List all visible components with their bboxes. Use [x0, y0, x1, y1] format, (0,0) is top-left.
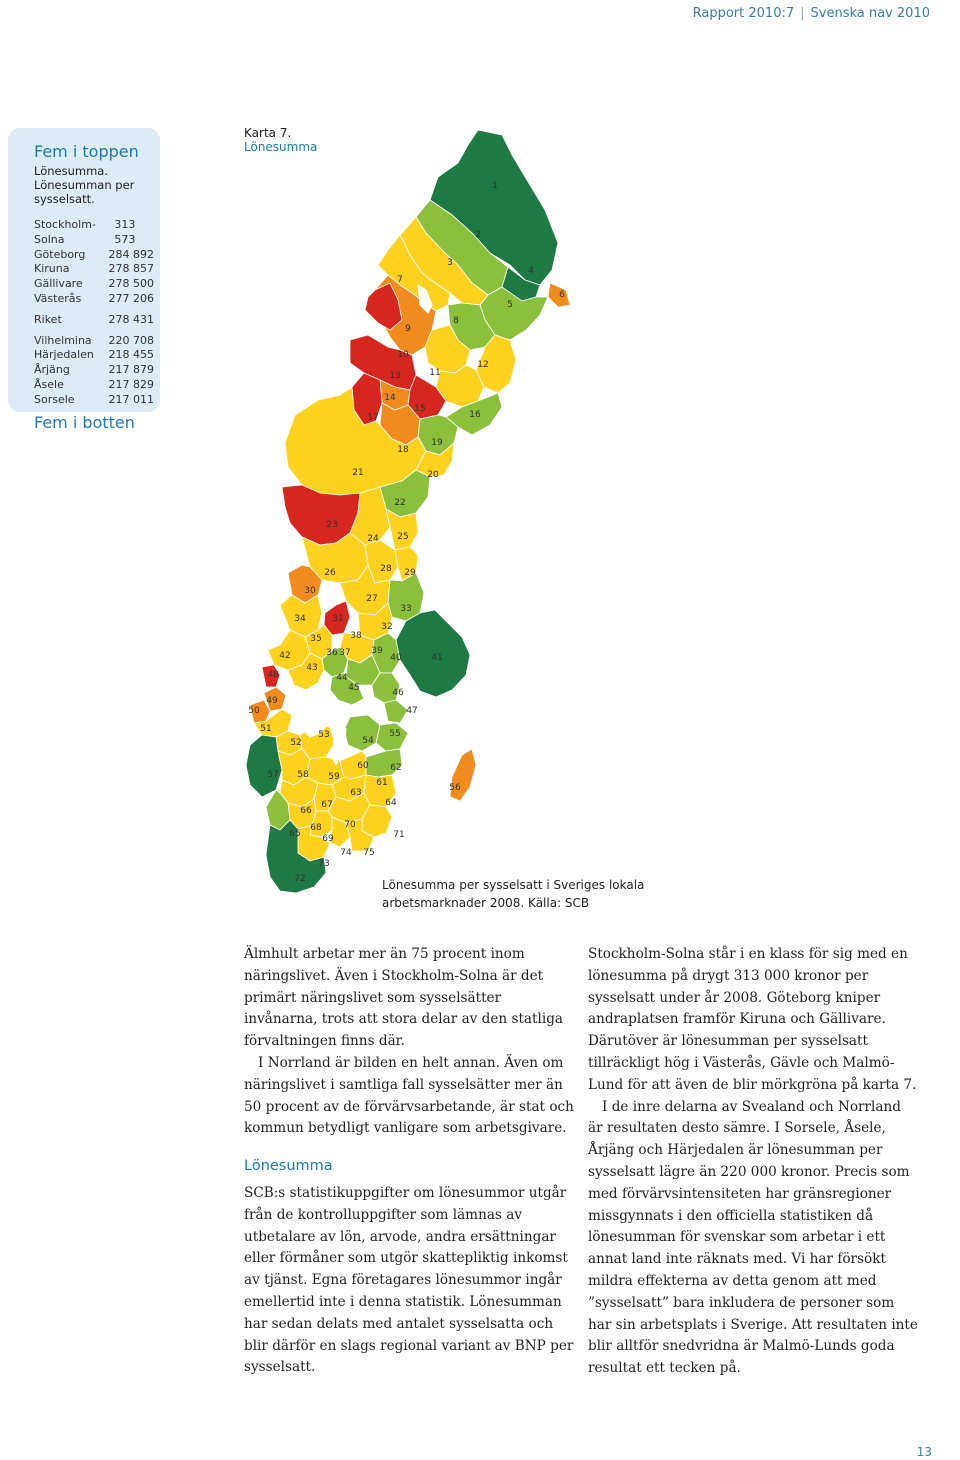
ranking-row: [34, 292, 154, 307]
body-column-right: [588, 944, 918, 1380]
region-57: [246, 735, 282, 797]
region-number-30: 30: [304, 586, 316, 596]
region-name: Stockholm-Solna: [34, 218, 96, 246]
fem-i-toppen-box: [8, 128, 160, 432]
body-paragraph: SCB:s statistikuppgifter om lönesummor utgår från de kontrolluppgifter som lämnas av utbetalare av lön, arvode, andra ersättningar eller förmåner som utgör skattepliktig inkomst av tjänst. Egna företagares lönesummor ingår emellertid inte i denna statistik. Lönesumman har sedan delats med antalet sysselsatta och blir därför en slags regional variant av BNP per sysselsatt.: [244, 1184, 574, 1376]
region-number-63: 63: [350, 788, 362, 798]
region-number-56: 56: [449, 783, 461, 793]
region-number-20: 20: [427, 470, 439, 480]
region-name: Göteborg: [34, 247, 86, 261]
top-five-heading: Fem i toppen: [34, 142, 139, 161]
ranking-row: [34, 363, 154, 378]
region-number-12: 12: [477, 360, 489, 370]
region-number-42: 42: [279, 651, 291, 661]
region-number-32: 32: [381, 622, 393, 632]
region-number-7: 7: [397, 275, 403, 285]
region-value: 217 879: [108, 363, 154, 377]
map-caption: Lönesumma per sysselsatt i Sveriges lokala arbetsmarknader 2008. Källa: SCB: [382, 878, 645, 910]
region-number-18: 18: [397, 445, 409, 455]
region-47: [384, 700, 408, 723]
region-name: Årjäng: [34, 363, 70, 377]
region-number-2: 2: [475, 230, 481, 240]
region-number-60: 60: [357, 761, 369, 771]
region-name: Härjedalen: [34, 348, 94, 362]
body-paragraph: Älmhult arbetar mer än 75 procent inom näringslivet. Även i Stockholm-Solna är det primärt näringslivet som sysselsätter invånarna, trots att stora delar av den statliga förvaltningen finns där.: [244, 946, 564, 1050]
map-title: Lönesumma: [244, 140, 318, 154]
ranking-row: [34, 348, 154, 363]
region-value: 284 892: [108, 247, 154, 261]
region-number-51: 51: [260, 724, 272, 734]
region-name: Åsele: [34, 377, 64, 391]
region-number-50: 50: [248, 706, 260, 716]
region-number-54: 54: [362, 736, 374, 746]
region-number-21: 21: [352, 468, 364, 478]
body-paragraph: I de inre delarna av Svealand och Norrland är resultaten desto sämre. I Sorsele, Åsele, Årjäng och Härjedalen är lönesumman per sysselsatt lägre än 220 000 kronor. Precis som med förvärvsintensiteten har gränsregioner missgynnats i den officiella statistiken då lönesumman för svenskar som arbetar i ett annat land inte räknats med. Vi har försökt mildra effekterna av detta genom att med ”sysselsatt” bara inkludera de personer som har sin arbetsplats i Sverige. Att resultaten inte blir alltför snedvridna är Malmö-Lunds goda resultat ett tecken på.: [588, 1098, 918, 1377]
region-number-68: 68: [310, 823, 322, 833]
region-name: Västerås: [34, 291, 82, 305]
region-name: Vilhelmina: [34, 333, 92, 347]
region-number-70: 70: [344, 820, 356, 830]
riket-row: [34, 313, 154, 328]
report-title: Svenska nav 2010: [810, 6, 930, 21]
region-number-45: 45: [348, 683, 360, 693]
region-number-1: 1: [492, 181, 498, 191]
region-number-46: 46: [392, 688, 404, 698]
region-number-41: 41: [431, 653, 443, 663]
page-number: 13: [916, 1445, 932, 1459]
region-name: Gällivare: [34, 277, 83, 291]
top-five-subtitle: Lönesumma. Lönesumman per sysselsatt.: [34, 164, 135, 206]
region-number-9: 9: [405, 324, 411, 334]
region-name: Kiruna: [34, 262, 70, 276]
region-number-73: 73: [318, 859, 330, 869]
region-number-48: 48: [267, 670, 279, 680]
ranking-row: [34, 277, 154, 292]
sweden-map: [240, 125, 580, 900]
region-number-28: 28: [380, 564, 392, 574]
region-number-26: 26: [324, 568, 336, 578]
region-value: 277 206: [108, 291, 154, 305]
region-number-65: 65: [289, 829, 301, 839]
region-56: [450, 749, 476, 801]
region-number-40: 40: [390, 653, 402, 663]
region-number-62: 62: [390, 763, 402, 773]
region-number-24: 24: [367, 534, 379, 544]
region-number-11: 11: [429, 368, 441, 378]
region-name: Sorsele: [34, 392, 75, 406]
map-svg: [240, 125, 580, 900]
ranking-row: [34, 248, 154, 263]
region-number-47: 47: [406, 706, 418, 716]
region-value: 313 573: [114, 218, 136, 246]
running-header: [693, 6, 930, 21]
ranking-row: [34, 218, 154, 248]
body-column-left: [244, 944, 574, 1379]
region-number-34: 34: [294, 614, 306, 624]
region-number-19: 19: [431, 438, 443, 448]
region-number-8: 8: [453, 316, 459, 326]
region-value: 220 708: [108, 333, 154, 347]
region-number-57: 57: [267, 770, 279, 780]
region-number-38: 38: [350, 631, 362, 641]
region-number-17: 17: [367, 413, 379, 423]
ranking-row: [34, 334, 154, 349]
region-number-29: 29: [404, 568, 416, 578]
region-number-69: 69: [322, 834, 334, 844]
region-number-4: 4: [528, 266, 534, 276]
region-value: 278 857: [108, 262, 154, 276]
region-number-6: 6: [559, 290, 565, 300]
region-number-64: 64: [385, 798, 397, 808]
ranking-row: [34, 393, 154, 408]
bottom-five-heading: Fem i botten: [34, 412, 135, 432]
region-number-43: 43: [306, 663, 318, 673]
ranking-row: [34, 262, 154, 277]
region-number-52: 52: [290, 738, 302, 748]
region-value: 217 829: [108, 377, 154, 391]
region-number-44: 44: [336, 673, 348, 683]
ranking-row: [34, 378, 154, 393]
region-number-53: 53: [318, 730, 330, 740]
region-number-49: 49: [266, 696, 278, 706]
region-value: 217 011: [108, 392, 154, 406]
body-paragraph: I Norrland är bilden en helt annan. Även om näringslivet i samtliga fall sysselsätter mer än 50 procent av de förvärvsarbetande, är stat och kommun betydligt vanligare som arbetsgivare.: [244, 1054, 574, 1137]
region-number-75: 75: [363, 848, 375, 858]
body-paragraph: Stockholm-Solna står i en klass för sig med en lönesumma på drygt 313 000 kronor per sysselsatt under år 2008. Göteborg kniper andraplatsen framför Kiruna och Gällivare. Därutöver är lönesumman per sysselsatt tillräckligt hög i Västerås, Gävle och Malmö-Lund för att även de blir mörkgröna på karta 7.: [588, 946, 917, 1093]
region-number-36: 36: [326, 648, 338, 658]
region-number-55: 55: [389, 729, 401, 739]
region-number-13: 13: [389, 371, 401, 381]
region-number-27: 27: [366, 594, 378, 604]
region-number-71: 71: [393, 830, 405, 840]
region-number-58: 58: [297, 770, 309, 780]
region-number-15: 15: [414, 404, 426, 414]
region-number-22: 22: [394, 498, 406, 508]
region-number-35: 35: [310, 634, 322, 644]
region-number-5: 5: [507, 300, 513, 310]
region-number-66: 66: [300, 806, 312, 816]
region-number-37: 37: [339, 648, 351, 658]
region-number-10: 10: [397, 350, 409, 360]
region-number-25: 25: [397, 532, 409, 542]
region-number-67: 67: [321, 800, 333, 810]
region-name: Riket: [34, 312, 62, 326]
region-number-39: 39: [371, 646, 383, 656]
region-number-72: 72: [294, 874, 306, 884]
region-number-31: 31: [332, 614, 344, 624]
region-number-74: 74: [340, 848, 352, 858]
region-number-14: 14: [384, 393, 396, 403]
header-separator: |: [800, 6, 805, 21]
report-number: Rapport 2010:7: [692, 6, 795, 21]
region-value: 278 431: [108, 312, 154, 326]
region-number-16: 16: [469, 410, 481, 420]
section-heading: Lönesumma: [244, 1158, 333, 1175]
map-number: Karta 7.: [244, 126, 292, 140]
region-value: 218 455: [108, 348, 154, 362]
region-number-33: 33: [400, 604, 412, 614]
region-value: 278 500: [108, 277, 154, 291]
region-number-61: 61: [376, 778, 388, 788]
region-number-59: 59: [328, 772, 340, 782]
region-number-23: 23: [326, 520, 338, 530]
region-number-3: 3: [447, 258, 453, 268]
